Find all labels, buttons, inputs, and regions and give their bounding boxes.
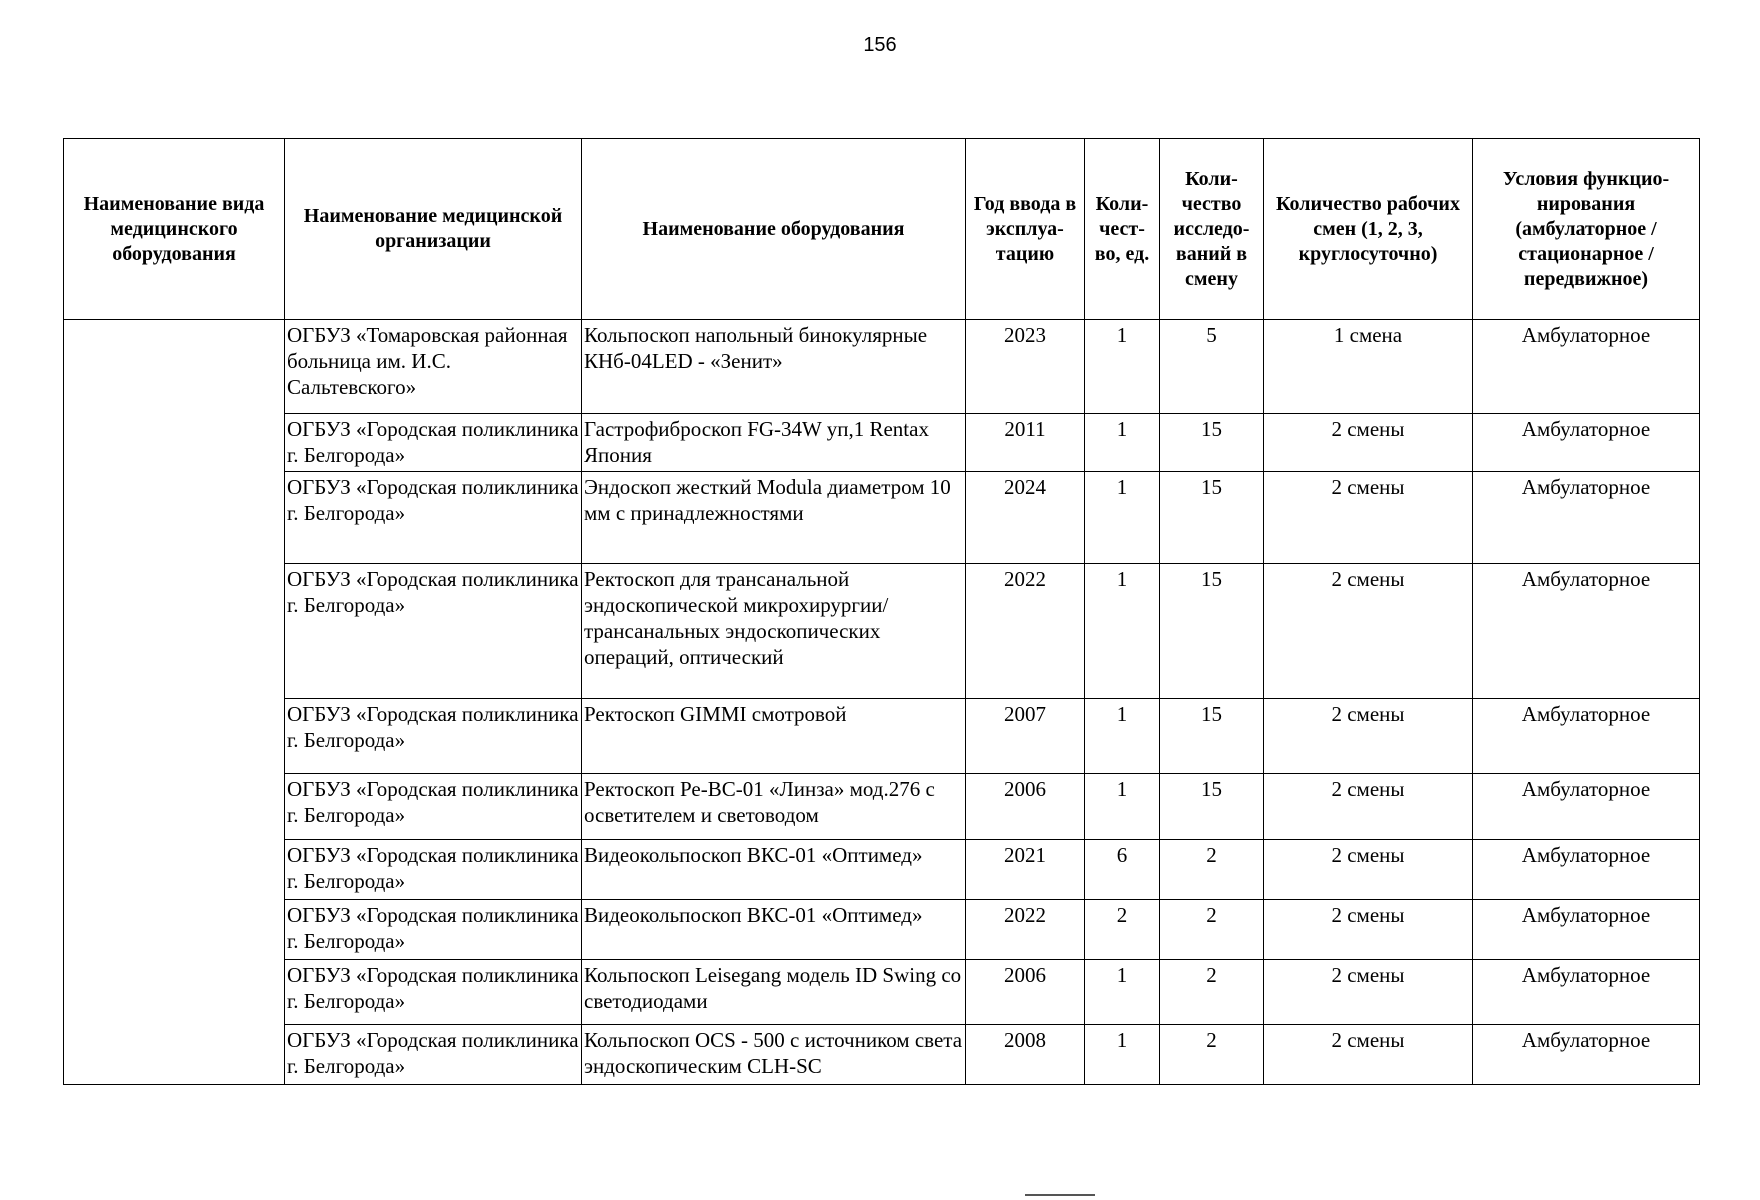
quantity-cell: 1 bbox=[1085, 699, 1160, 774]
shifts-cell: 1 смена bbox=[1264, 320, 1473, 414]
header-organization: Наименование медицинской организации bbox=[285, 139, 582, 320]
studies-cell: 15 bbox=[1160, 699, 1264, 774]
table-row bbox=[64, 840, 1700, 900]
year-cell: 2011 bbox=[966, 414, 1085, 472]
shifts-cell: 2 смены bbox=[1264, 960, 1473, 1025]
header-studies-per-shift: Коли-чество исследо-ваний в смену bbox=[1160, 139, 1264, 320]
table-row bbox=[64, 472, 1700, 564]
org-cell: ОГБУЗ «Городская поликлиника г. Белгорода» bbox=[285, 840, 582, 900]
table-row bbox=[64, 699, 1700, 774]
shifts-cell: 2 смены bbox=[1264, 564, 1473, 699]
header-year: Год ввода в эксплуа-тацию bbox=[966, 139, 1085, 320]
org-cell: ОГБУЗ «Городская поликлиника г. Белгорода» bbox=[285, 1025, 582, 1085]
equipment-type-cell bbox=[64, 320, 285, 1085]
header-equipment-name: Наименование оборудования bbox=[582, 139, 966, 320]
conditions-cell: Амбулаторное bbox=[1473, 564, 1700, 699]
conditions-cell: Амбулаторное bbox=[1473, 774, 1700, 840]
quantity-cell: 1 bbox=[1085, 774, 1160, 840]
org-cell: ОГБУЗ «Городская поликлиника г. Белгорода» bbox=[285, 900, 582, 960]
studies-cell: 2 bbox=[1160, 840, 1264, 900]
year-cell: 2024 bbox=[966, 472, 1085, 564]
org-cell: ОГБУЗ «Городская поликлиника г. Белгорода» bbox=[285, 774, 582, 840]
footer-divider bbox=[1025, 1194, 1095, 1196]
year-cell: 2022 bbox=[966, 900, 1085, 960]
header-quantity: Коли-чест-во, ед. bbox=[1085, 139, 1160, 320]
conditions-cell: Амбулаторное bbox=[1473, 900, 1700, 960]
quantity-cell: 2 bbox=[1085, 900, 1160, 960]
equipment-cell: Видеокольпоскоп ВКС-01 «Оптимед» bbox=[582, 840, 966, 900]
shifts-cell: 2 смены bbox=[1264, 472, 1473, 564]
equipment-cell: Ректоскоп GIMMI смотровой bbox=[582, 699, 966, 774]
year-cell: 2006 bbox=[966, 960, 1085, 1025]
shifts-cell: 2 смены bbox=[1264, 699, 1473, 774]
studies-cell: 2 bbox=[1160, 900, 1264, 960]
quantity-cell: 1 bbox=[1085, 1025, 1160, 1085]
table-row bbox=[64, 774, 1700, 840]
conditions-cell: Амбулаторное bbox=[1473, 472, 1700, 564]
year-cell: 2021 bbox=[966, 840, 1085, 900]
equipment-cell: Кольпоскоп напольный бинокулярные КНб-04LED - «Зенит» bbox=[582, 320, 966, 414]
shifts-cell: 2 смены bbox=[1264, 1025, 1473, 1085]
org-cell: ОГБУЗ «Городская поликлиника г. Белгорода» bbox=[285, 699, 582, 774]
quantity-cell: 1 bbox=[1085, 472, 1160, 564]
page-number: 156 bbox=[863, 34, 897, 56]
table-row bbox=[64, 960, 1700, 1025]
conditions-cell: Амбулаторное bbox=[1473, 320, 1700, 414]
studies-cell: 2 bbox=[1160, 960, 1264, 1025]
shifts-cell: 2 смены bbox=[1264, 900, 1473, 960]
equipment-cell: Гастрофиброскоп FG-34W уп,1 Rentax Япония bbox=[582, 414, 966, 472]
equipment-cell: Видеокольпоскоп ВКС-01 «Оптимед» bbox=[582, 900, 966, 960]
studies-cell: 15 bbox=[1160, 472, 1264, 564]
quantity-cell: 1 bbox=[1085, 320, 1160, 414]
org-cell: ОГБУЗ «Томаровская районная больница им. И.С. Сальтевского» bbox=[285, 320, 582, 414]
year-cell: 2007 bbox=[966, 699, 1085, 774]
year-cell: 2006 bbox=[966, 774, 1085, 840]
shifts-cell: 2 смены bbox=[1264, 774, 1473, 840]
equipment-cell: Кольпоскоп OCS - 500 с источником света эндоскопическим CLH-SC bbox=[582, 1025, 966, 1085]
equipment-cell: Ректоскоп для трансанальной эндоскопической микрохирургии/трансанальных эндоскопических операций, оптический bbox=[582, 564, 966, 699]
org-cell: ОГБУЗ «Городская поликлиника г. Белгорода» bbox=[285, 960, 582, 1025]
header-row bbox=[64, 139, 1700, 320]
table-row bbox=[64, 320, 1700, 414]
studies-cell: 5 bbox=[1160, 320, 1264, 414]
conditions-cell: Амбулаторное bbox=[1473, 1025, 1700, 1085]
org-cell: ОГБУЗ «Городская поликлиника г. Белгорода» bbox=[285, 472, 582, 564]
shifts-cell: 2 смены bbox=[1264, 840, 1473, 900]
table-row bbox=[64, 414, 1700, 472]
studies-cell: 15 bbox=[1160, 414, 1264, 472]
conditions-cell: Амбулаторное bbox=[1473, 414, 1700, 472]
equipment-cell: Ректоскоп Ре-ВС-01 «Линза» мод.276 с осветителем и световодом bbox=[582, 774, 966, 840]
equipment-cell: Кольпоскоп Leisegang модель ID Swing со светодиодами bbox=[582, 960, 966, 1025]
org-cell: ОГБУЗ «Городская поликлиника г. Белгорода» bbox=[285, 564, 582, 699]
studies-cell: 15 bbox=[1160, 564, 1264, 699]
year-cell: 2023 bbox=[966, 320, 1085, 414]
org-cell: ОГБУЗ «Городская поликлиника г. Белгорода» bbox=[285, 414, 582, 472]
conditions-cell: Амбулаторное bbox=[1473, 960, 1700, 1025]
table-row bbox=[64, 900, 1700, 960]
equipment-cell: Эндоскоп жесткий Modula диаметром 10 мм с принадлежностями bbox=[582, 472, 966, 564]
quantity-cell: 1 bbox=[1085, 564, 1160, 699]
equipment-table bbox=[63, 138, 1700, 1085]
header-equipment-type: Наименование вида медицинского оборудования bbox=[64, 139, 285, 320]
shifts-cell: 2 смены bbox=[1264, 414, 1473, 472]
table-row bbox=[64, 1025, 1700, 1085]
quantity-cell: 1 bbox=[1085, 960, 1160, 1025]
header-shifts: Количество рабочих смен (1, 2, 3, круглосуточно) bbox=[1264, 139, 1473, 320]
year-cell: 2022 bbox=[966, 564, 1085, 699]
quantity-cell: 1 bbox=[1085, 414, 1160, 472]
conditions-cell: Амбулаторное bbox=[1473, 699, 1700, 774]
conditions-cell: Амбулаторное bbox=[1473, 840, 1700, 900]
studies-cell: 15 bbox=[1160, 774, 1264, 840]
studies-cell: 2 bbox=[1160, 1025, 1264, 1085]
year-cell: 2008 bbox=[966, 1025, 1085, 1085]
table-row bbox=[64, 564, 1700, 699]
quantity-cell: 6 bbox=[1085, 840, 1160, 900]
header-conditions: Условия функцио-нирования (амбулаторное / стационарное / передвижное) bbox=[1473, 139, 1700, 320]
